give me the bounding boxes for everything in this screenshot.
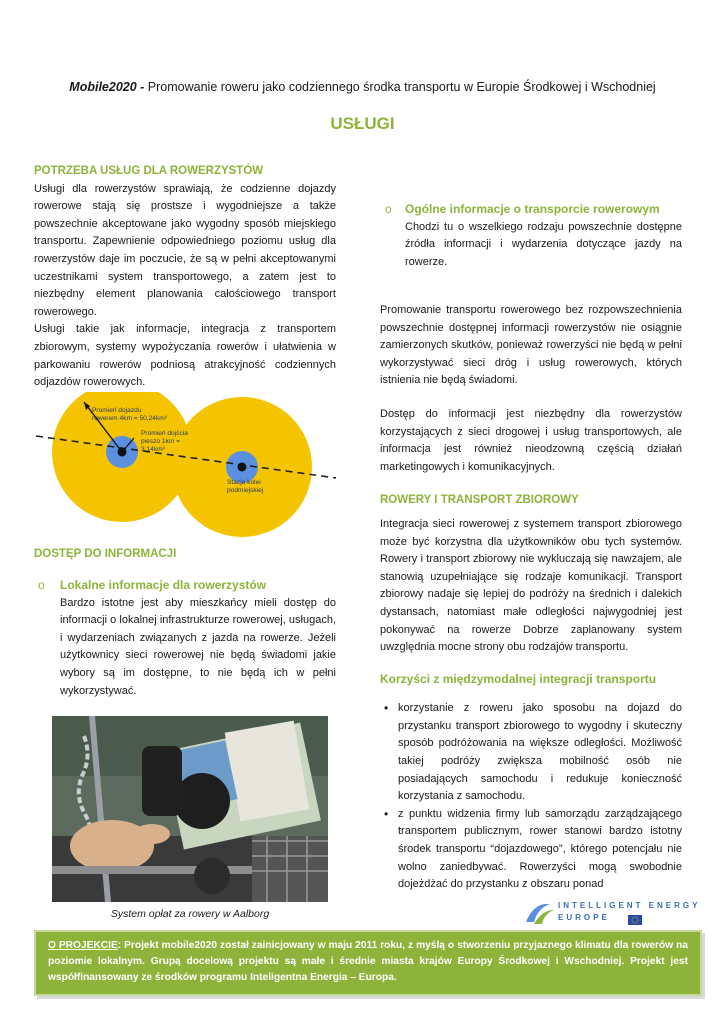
logo-text-line2: EUROPE: [558, 913, 610, 922]
section-heading-cyclist-services: POTRZEBA USŁUG DLA ROWERZYSTÓW: [34, 165, 264, 177]
list-item: • z punktu widzenia firmy lub samorządu zarządzającego transportem publicznym, rower stanowi bardzo istotny środek transportu “dojazdowego”, którego potencjału nie wolno zaniedbywać. Rowerzyści mogą swobodnie dojeżdżać do przystanku z obszaru ponad: [380, 806, 682, 894]
label-station-1: Stacja kolei: [227, 479, 261, 486]
catchment-diagram: [30, 392, 340, 542]
left-column-top: [34, 163, 336, 392]
sub-heading-intermodal-benefits: Korzyści z międzymodalnej integracji transportu: [380, 671, 657, 686]
photo-caption: System opłat za rowery w Aalborg: [110, 908, 270, 920]
document-header: [0, 80, 725, 94]
brand-name: Mobile2020 -: [69, 80, 145, 94]
sub-bullet-marker: o: [38, 578, 45, 592]
list-item: • korzystanie z roweru jako sposobu na dojazd do przystanku transport zbiorowego to wygodny i skuteczny sposób podróżowania na większe odległości. Możliwość takiej podróży zwiększa mobilność osób nie posiadających samochodu i redukuje konieczność korzystania z samochodu.: [380, 700, 682, 806]
paragraph-services-examples: Usługi takie jak informacje, integracja z transportem zbiorowym, systemy wypożyczania rowerów i ułatwienia w parkowaniu rowerów podniosą atrakcyjność codziennych odjazdów rowerowych.: [34, 323, 336, 389]
logo-text-line1: INTELLIGENT ENERGY: [558, 901, 701, 910]
local-info-block: [60, 577, 336, 700]
page-title: USŁUGI: [330, 114, 395, 133]
label-bike-radius-2: rowerem 4km = 50,24km²: [92, 415, 167, 422]
station-dot-2: [238, 463, 247, 472]
label-walk-radius-3: 3,14km²: [141, 446, 165, 453]
sub-heading-general-info: Ogólne informacje o transporcie rowerowym: [405, 202, 660, 216]
paragraph-local-info: Bardzo istotne jest aby mieszkańcy mieli dostęp do informacji o lokalnej infrastrukturze rowerowej, usługach, i wydarzeniach związanych z jazda na rowerze. Jeżeli użytkownicy sieci rowerowej nie będą świadomi jakie wybory są im dostępne, to nie będą ich w pełni wykorzystywać.: [60, 596, 336, 697]
paragraph-services-intro: Usługi dla rowerzystów sprawiają, że codzienne dojazdy rowerowe stają się prostsze i wygodniejsze a także powszechnie akceptowane jako wygodny sposób miejskiego transportu. Zapewnienie odpowiedniego poziomu usług dla rowerzystów daje im poczucie, że są w pełni akceptowanymi uczestnikami system transportowego, a zatem jest to niezbędny element planowania całościowego transport rowerowego.: [34, 182, 336, 318]
benefits-list: [380, 700, 682, 894]
section-heading-bikes-public-transport: ROWERY I TRANSPORT ZBIOROWY: [380, 494, 579, 507]
paragraph-general-info: Chodzi tu o wszelkiego rodzaju powszechnie dostępne źródła informacji i wydarzenia dotyczące jazdy na rowerze.: [405, 220, 682, 268]
intelligent-energy-europe-logo: [524, 898, 704, 928]
label-bike-radius-1: Promień dojazdu: [92, 407, 142, 414]
paragraph-promotion: Promowanie transportu rowerowego bez rozpowszechnienia powszechnie dostępnej informacji rowerzystów nie osiągnie zamierzonych skutków, ponieważ rowerzyści nie będą w pełni wykorzystywać sieci dróg i usług rowerowych, których istnienia nie będą świadomi.: [380, 304, 682, 387]
section-heading-info-access: DOSTĘP DO INFORMACJI: [34, 548, 177, 560]
project-label: O PROJEKCIE: [48, 940, 118, 951]
header-subtitle: Promowanie roweru jako codziennego środka transportu w Europie Środkowej i Wschodniej: [147, 80, 656, 94]
label-walk-radius-1: Promień dojścia: [141, 430, 188, 437]
general-info-block: [405, 201, 682, 271]
label-station-2: podmiejskiej: [227, 487, 264, 494]
sub-heading-local-info: Lokalne informacje dla rowerzystów: [60, 578, 267, 592]
photo-illustration: [52, 716, 328, 902]
label-walk-radius-2: pieszo 1km =: [141, 438, 181, 445]
photo-bike-payment-system: [52, 716, 328, 902]
project-description: : Projekt mobile2020 został zainicjowany w maju 2011 roku, z myślą o stworzeniu przyjaznego klimatu dla rowerów na poziomie lokalnym. Grupą docelową projektu są małe i średnie miasta krajów Europy Środkowej i Wschodniej. Projekt jest współfinansowany ze środków programu Inteligentna Energia – Europa.: [48, 940, 688, 983]
project-info-box: [34, 930, 702, 996]
paragraph-integration: Integracja sieci rowerowej z systemem transport zbiorowego może być korzystna dla użytkowników obu tych systemów. Rowery i transport zbiorowy nie wykluczają się nawzajem, ale stanowią uzupełniające się rodzaje komunikacji. Transport zbiorowy nadaje się lepiej do podróży na średnich i dalekich dystansach, natomiast małe odległości najwygodniej jest pokonywać na rowerze Dobrze zaplanowany system uwzględnia mocne strony obu rodzajów transportu.: [380, 517, 682, 654]
paragraph-information-access: Dostęp do informacji jest niezbędny dla rowerzystów korzystających z sieci drogowej i usług transportowych, ale informacja jest również nieodzowną częścią działań marketingowych i komunikacyjnych.: [380, 407, 682, 473]
left-column-info: [34, 546, 336, 564]
sub-bullet-marker-2: o: [385, 202, 392, 216]
right-column-main: [380, 302, 682, 894]
